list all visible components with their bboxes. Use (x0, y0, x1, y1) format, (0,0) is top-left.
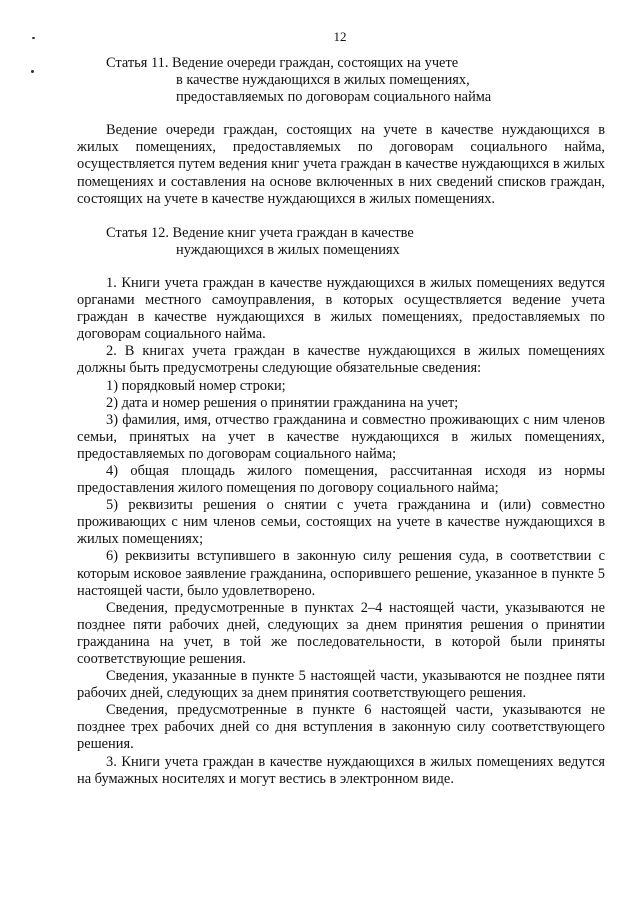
article-12-part-3: 3. Книги учета граждан в качестве нуждающихся в жилых помещениях ведутся на бумажных носителях и могут вестись в электронном виде. (77, 753, 605, 787)
article-12-item-3: 3) фамилия, имя, отчество гражданина и совместно проживающих с ним членов семьи, принятых на учет в качестве нуждающихся в жилых помещениях, предоставляемых по договорам социального найма; (77, 411, 605, 462)
scan-speck (32, 37, 35, 39)
heading-line: Статья 11. Ведение очереди граждан, состоящих на учете (106, 55, 459, 71)
article-12-item-5: 5) реквизиты решения о снятии с учета гражданина и (или) совместно проживающих с ним членов семьи, состоящих на учете в качестве нуждающихся в жилых помещениях; (77, 497, 605, 548)
article-12-item-6: 6) реквизиты вступившего в законную силу решения суда, в соответствии с которым исковое заявление гражданина, оспорившего решение, указанное в пункте 5 настоящей части, было удовлетворено. (77, 548, 605, 599)
article-12-note-item-6: Сведения, предусмотренные в пункте 6 настоящей части, указываются не позднее трех рабочих дней со дня вступления в законную силу соответствующего решения. (77, 702, 605, 753)
heading-line: нуждающихся в жилых помещениях (176, 241, 400, 258)
article-12-heading (77, 225, 605, 259)
scan-speck (31, 70, 34, 73)
article-12-note-items-2-4: Сведения, предусмотренные в пунктах 2–4 настоящей части, указываются не позднее пяти рабочих дней, следующих за днем принятия решения о принятии гражданина на учет, в той же последовательности, в которой были приняты соответствующие решения. (77, 599, 605, 667)
page-number: 12 (333, 29, 347, 44)
heading-line: предоставляемых по договорам социального найма (176, 89, 492, 106)
article-12-note-item-5: Сведения, указанные в пункте 5 настоящей части, указываются не позднее пяти рабочих дней, следующих за днем принятия соответствующего решения. (77, 668, 605, 702)
article-12-part-2: 2. В книгах учета граждан в качестве нуждающихся в жилых помещениях должны быть предусмотрены следующие обязательные сведения: (77, 343, 605, 377)
article-12-item-1: 1) порядковый номер строки; (106, 377, 286, 394)
document-body (77, 55, 605, 788)
article-12-item-4: 4) общая площадь жилого помещения, рассчитанная исходя из нормы предоставления жилого помещения по договору социального найма; (77, 462, 605, 497)
article-11-paragraph: Ведение очереди граждан, состоящих на учете в качестве нуждающихся в жилых помещениях, предоставляемых по договорам социального найма, осуществляется путем ведения книг учета граждан в качестве нуждающихся в жилых помещениях и составления на основе включенных в них сведений списков граждан, состоящих на учете в качестве нуждающихся в жилых помещениях. (77, 122, 605, 207)
article-12-item-2: 2) дата и номер решения о принятии гражданина на учет; (106, 394, 459, 411)
article-12-part-1: 1. Книги учета граждан в качестве нуждающихся в жилых помещениях ведутся органами местного самоуправления, в которых осуществляется ведение учета граждан в качестве нуждающихся в жилых помещениях, предоставляемых по договорам социального найма. (77, 274, 605, 343)
heading-line: в качестве нуждающихся в жилых помещениях, (176, 72, 470, 89)
article-11-heading (77, 55, 605, 106)
heading-line: Статья 12. Ведение книг учета граждан в качестве (106, 224, 414, 241)
